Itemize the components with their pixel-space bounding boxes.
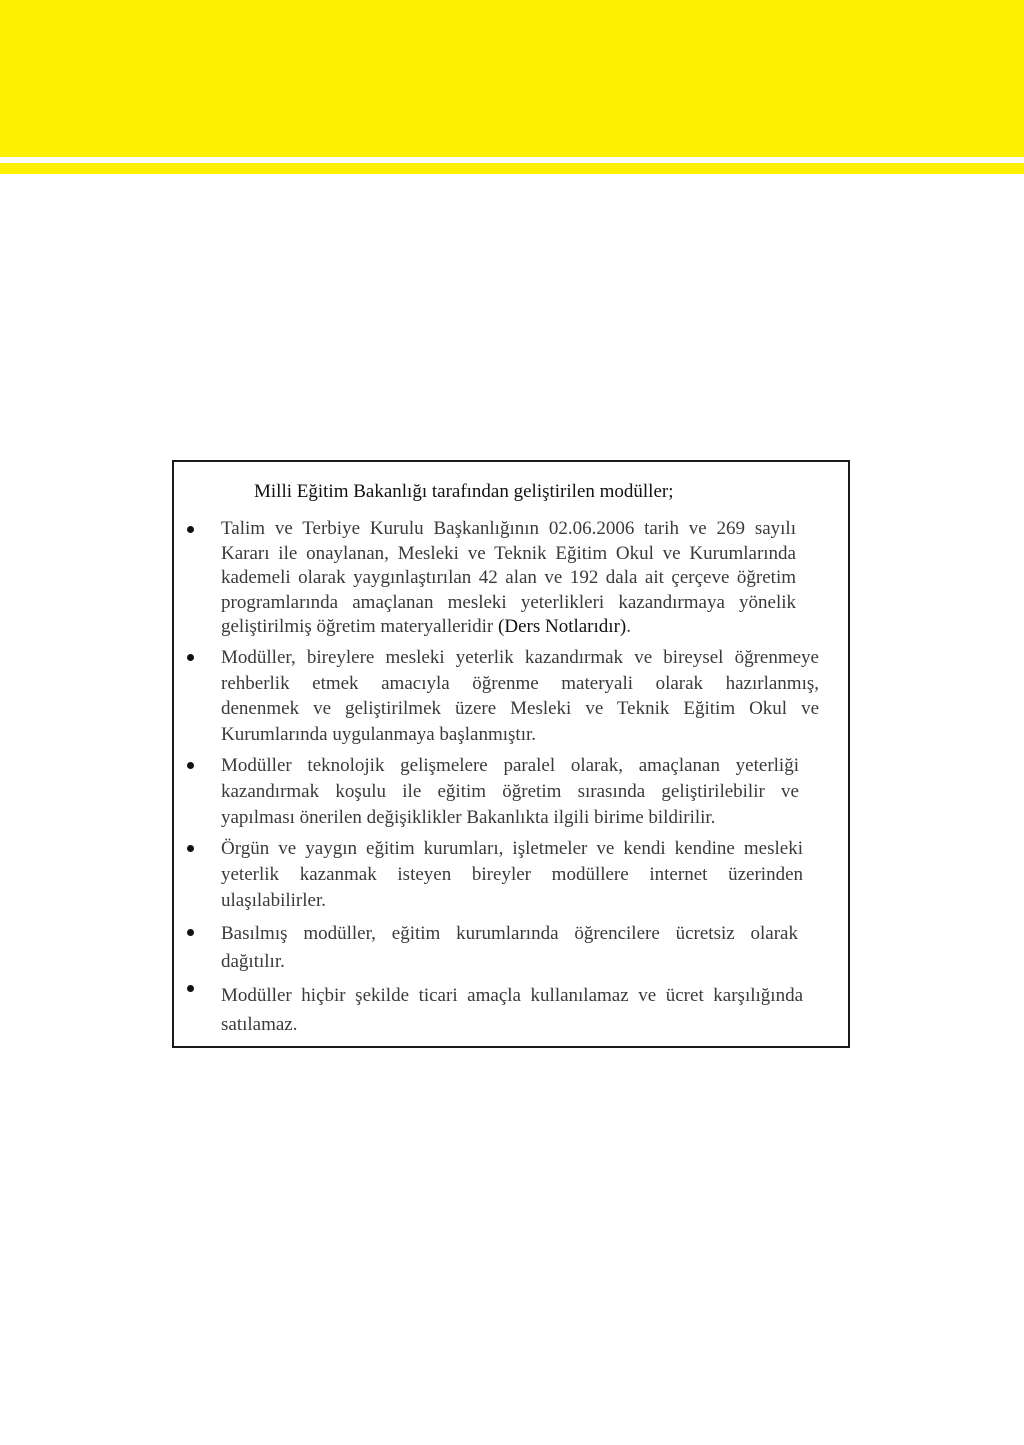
bullet-line-text: geliştirilmiş öğretim materyalleridir	[221, 616, 494, 637]
bullet-line: yeterlik kazanmak isteyen bireyler modüllere internet üzerinden	[221, 864, 803, 885]
bullet-text	[221, 517, 796, 640]
header-yellow-band	[0, 0, 1024, 157]
bullet-icon	[187, 985, 194, 992]
bullet-icon	[187, 762, 194, 769]
bullet-icon	[187, 526, 194, 533]
ders-notlari-emphasis: (Ders Notlarıdır)	[498, 616, 627, 637]
bullet-text	[221, 645, 819, 747]
bullet-line: Talim ve Terbiye Kurulu Başkanlığının 02.06.2006 tarih ve 269 sayılı	[221, 518, 796, 539]
bullet-line: satılamaz.	[221, 1014, 298, 1035]
bullet-line: Kurumlarında uygulanmaya başlanmıştır.	[221, 723, 537, 745]
bullet-text	[221, 836, 803, 914]
bullet-text	[221, 981, 803, 1039]
module-notice-box	[172, 460, 850, 1048]
bullet-text	[221, 920, 798, 976]
bullet-line: Kararı ile onaylanan, Mesleki ve Teknik Eğitim Okul ve Kurumlarında	[221, 542, 796, 564]
bullet-line: Örgün ve yaygın eğitim kurumları, işletmeler ve kendi kendine mesleki	[221, 838, 803, 859]
bullet-line: dağıtılır.	[221, 951, 285, 972]
bullet-line: kademeli olarak yaygınlaştırılan 42 alan ve 192 dala ait çerçeve öğretim	[221, 567, 796, 588]
bullet-line: Basılmış modüller, eğitim kurumlarında öğrencilere ücretsiz olarak	[221, 923, 798, 944]
bullet-line-trailing: .	[626, 616, 631, 637]
bullet-line: Modüller teknolojik gelişmelere paralel olarak, amaçlanan yeterliği	[221, 755, 799, 776]
bullet-line: ulaşılabilirler.	[221, 890, 327, 911]
bullet-line: Modüller hiçbir şekilde ticari amaçla kullanılamaz ve ücret karşılığında	[221, 985, 803, 1006]
notice-intro: Milli Eğitim Bakanlığı tarafından geliştirilen modüller;	[254, 481, 674, 502]
bullet-line: yapılması önerilen değişiklikler Bakanlıkta ilgili birime bildirilir.	[221, 807, 716, 828]
bullet-icon	[187, 929, 194, 936]
header-yellow-stripe	[0, 163, 1024, 174]
bullet-line	[221, 615, 796, 640]
bullet-icon	[187, 654, 194, 661]
bullet-line: kazandırmak koşulu ile eğitim öğretim sırasında geliştirilebilir ve	[221, 781, 799, 802]
bullet-line: rehberlik etmek amacıyla öğrenme materyali olarak hazırlanmış,	[221, 672, 819, 694]
bullet-text	[221, 753, 799, 831]
bullet-icon	[187, 845, 194, 852]
bullet-line: denenmek ve geliştirilmek üzere Mesleki ve Teknik Eğitim Okul ve	[221, 698, 819, 719]
bullet-line: Modüller, bireylere mesleki yeterlik kazandırmak ve bireysel öğrenmeye	[221, 647, 819, 668]
bullet-line: programlarında amaçlanan mesleki yeterlikleri kazandırmaya yönelik	[221, 591, 796, 613]
